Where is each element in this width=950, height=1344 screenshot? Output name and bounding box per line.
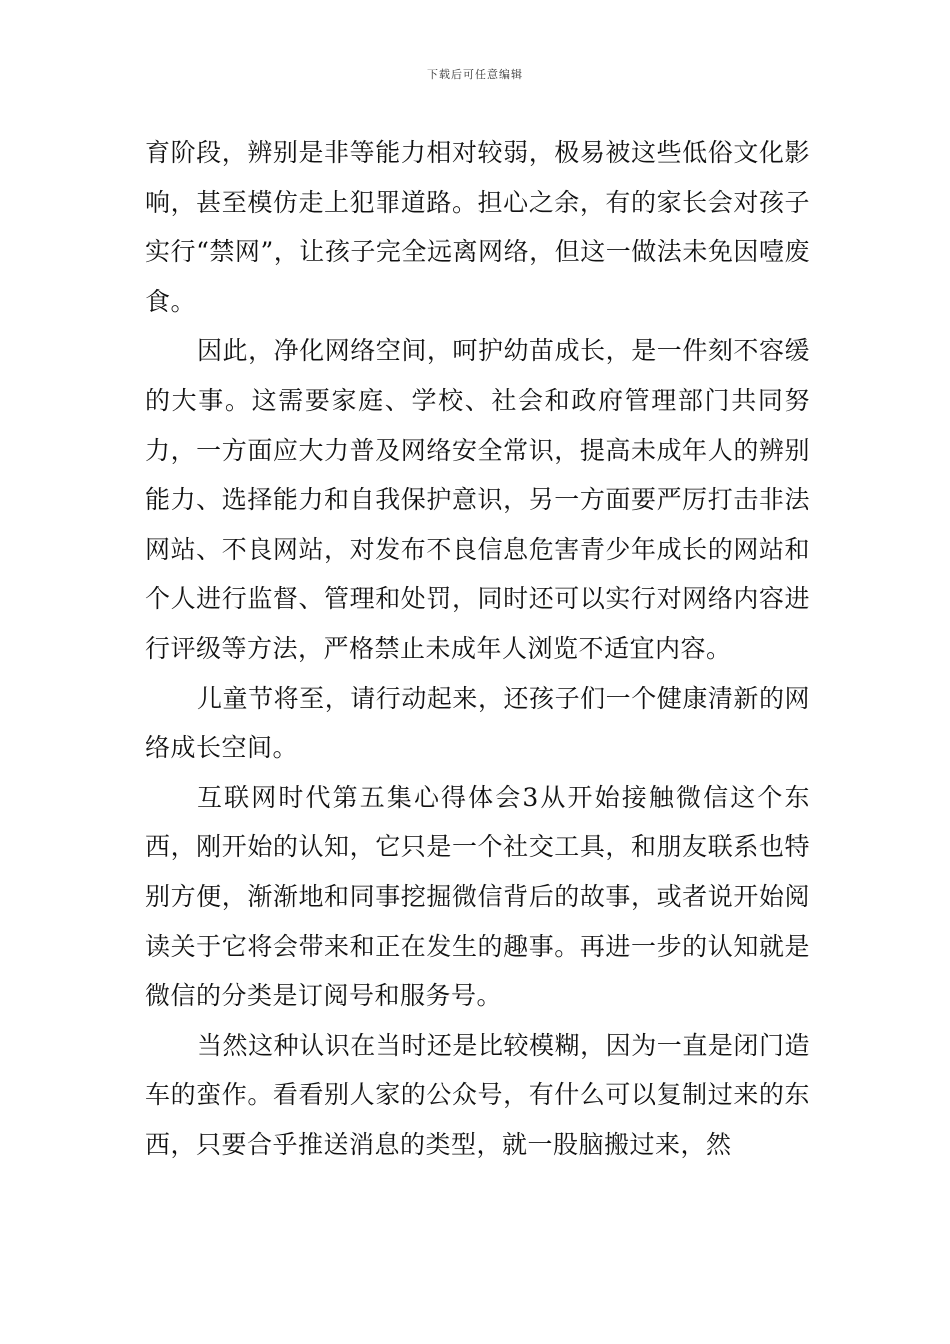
- page-header-note: 下载后可任意编辑: [427, 68, 523, 81]
- paragraph-3: 儿童节将至，请行动起来，还孩子们一个健康清新的网络成长空间。: [145, 683, 810, 763]
- paragraph-4: 互联网时代第五集心得体会3从开始接触微信这个东西，刚开始的认知，它只是一个社交工具，和朋友联系也特别方便，渐渐地和同事挖掘微信背后的故事，或者说开始阅读关于它将会带来和正在发生的趣事。再进一步的认知就是微信的分类是订阅号和服务号。: [145, 782, 810, 1011]
- paragraph-5: 当然这种认识在当时还是比较模糊，因为一直是闭门造车的蛮作。看看别人家的公众号，有什么可以复制过来的东西，只要合乎推送消息的类型，就一股脑搬过来，然: [145, 1030, 810, 1159]
- paragraph-2: 因此，净化网络空间，呵护幼苗成长，是一件刻不容缓的大事。这需要家庭、学校、社会和政府管理部门共同努力，一方面应大力普及网络安全常识，提高未成年人的辨别能力、选择能力和自我保护意识，另一方面要严厉打击非法网站、不良网站，对发布不良信息危害青少年成长的网站和个人进行监督、管理和处罚，同时还可以实行对网络内容进行评级等方法，严格禁止未成年人浏览不适宜内容。: [145, 336, 810, 663]
- paragraph-1: 育阶段，辨别是非等能力相对较弱，极易被这些低俗文化影响，甚至模仿走上犯罪道路。担心之余，有的家长会对孩子实行“禁网”，让孩子完全远离网络，但这一做法未免因噎废食。: [145, 138, 810, 316]
- document-body: [145, 128, 810, 1169]
